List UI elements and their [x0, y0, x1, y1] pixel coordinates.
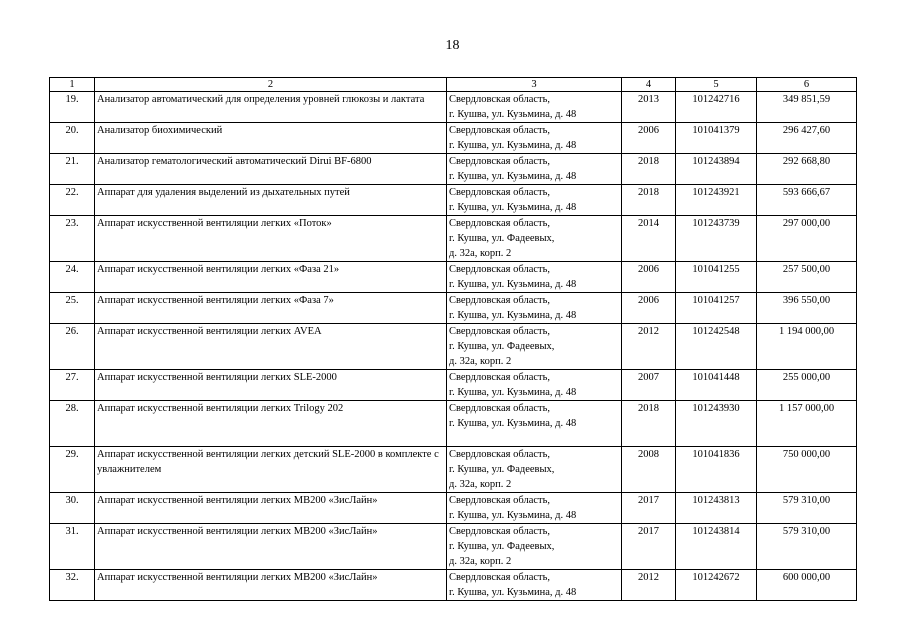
row-number: 31.	[50, 524, 95, 570]
inventory-number: 101243930	[676, 401, 757, 447]
page-number: 18	[445, 38, 460, 53]
inventory-number: 101242548	[676, 324, 757, 370]
location-address: Свердловская область, г. Кушва, ул. Фадеевых, д. 32а, корп. 2	[447, 324, 622, 370]
equipment-name: Анализатор биохимический	[95, 123, 447, 154]
table-row	[50, 493, 857, 524]
year: 2018	[622, 154, 676, 185]
cost-value: 292 668,80	[757, 154, 857, 185]
equipment-name: Аппарат искусственной вентиляции легких AVEA	[95, 324, 447, 370]
equipment-name: Аппарат искусственной вентиляции легких SLE-2000	[95, 370, 447, 401]
year: 2012	[622, 570, 676, 601]
year: 2007	[622, 370, 676, 401]
cost-value: 349 851,59	[757, 92, 857, 123]
inventory-table	[49, 77, 857, 601]
year: 2018	[622, 401, 676, 447]
equipment-name: Анализатор автоматический для определения уровней глюкозы и лактата	[95, 92, 447, 123]
location-address: Свердловская область, г. Кушва, ул. Кузьмина, д. 48	[447, 92, 622, 123]
inventory-number: 101041836	[676, 447, 757, 493]
equipment-name: Аппарат искусственной вентиляции легких MB200 «ЗисЛайн»	[95, 570, 447, 601]
row-number: 22.	[50, 185, 95, 216]
cost-value: 579 310,00	[757, 493, 857, 524]
inventory-number: 101243814	[676, 524, 757, 570]
cost-value: 396 550,00	[757, 293, 857, 324]
year: 2017	[622, 493, 676, 524]
location-address: Свердловская область, г. Кушва, ул. Кузьмина, д. 48	[447, 154, 622, 185]
column-header-1: 1	[50, 78, 95, 92]
cost-value: 257 500,00	[757, 262, 857, 293]
equipment-name: Аппарат искусственной вентиляции легких детский SLE-2000 в комплекте с увлажнителем	[95, 447, 447, 493]
row-number: 20.	[50, 123, 95, 154]
row-number: 32.	[50, 570, 95, 601]
inventory-number: 101041255	[676, 262, 757, 293]
row-number: 23.	[50, 216, 95, 262]
location-address: Свердловская область, г. Кушва, ул. Кузьмина, д. 48	[447, 123, 622, 154]
row-number: 30.	[50, 493, 95, 524]
location-address: Свердловская область, г. Кушва, ул. Фадеевых, д. 32а, корп. 2	[447, 216, 622, 262]
row-number: 28.	[50, 401, 95, 447]
equipment-name: Анализатор гематологический автоматический Dirui BF-6800	[95, 154, 447, 185]
equipment-name: Аппарат для удаления выделений из дыхательных путей	[95, 185, 447, 216]
location-address: Свердловская область, г. Кушва, ул. Кузьмина, д. 48	[447, 262, 622, 293]
inventory-number: 101041448	[676, 370, 757, 401]
location-address: Свердловская область, г. Кушва, ул. Кузьмина, д. 48	[447, 293, 622, 324]
table-row	[50, 370, 857, 401]
equipment-name: Аппарат искусственной вентиляции легких «Фаза 7»	[95, 293, 447, 324]
cost-value: 1 157 000,00	[757, 401, 857, 447]
column-header-4: 4	[622, 78, 676, 92]
row-number: 27.	[50, 370, 95, 401]
year: 2008	[622, 447, 676, 493]
column-number-row	[50, 78, 857, 92]
cost-value: 297 000,00	[757, 216, 857, 262]
table-row	[50, 293, 857, 324]
inventory-number: 101041379	[676, 123, 757, 154]
year: 2014	[622, 216, 676, 262]
equipment-name: Аппарат искусственной вентиляции легких «Поток»	[95, 216, 447, 262]
inventory-number: 101243921	[676, 185, 757, 216]
table-row	[50, 185, 857, 216]
cost-value: 296 427,60	[757, 123, 857, 154]
column-header-2: 2	[95, 78, 447, 92]
inventory-number: 101243739	[676, 216, 757, 262]
table-row	[50, 324, 857, 370]
year: 2012	[622, 324, 676, 370]
year: 2006	[622, 123, 676, 154]
row-number: 26.	[50, 324, 95, 370]
equipment-name: Аппарат искусственной вентиляции легких MB200 «ЗисЛайн»	[95, 493, 447, 524]
row-number: 21.	[50, 154, 95, 185]
year: 2006	[622, 293, 676, 324]
year: 2013	[622, 92, 676, 123]
table-row	[50, 570, 857, 601]
cost-value: 1 194 000,00	[757, 324, 857, 370]
table-row	[50, 401, 857, 447]
row-number: 24.	[50, 262, 95, 293]
row-number: 25.	[50, 293, 95, 324]
inventory-number: 101243894	[676, 154, 757, 185]
cost-value: 600 000,00	[757, 570, 857, 601]
table-row	[50, 447, 857, 493]
cost-value: 593 666,67	[757, 185, 857, 216]
cost-value: 255 000,00	[757, 370, 857, 401]
column-header-6: 6	[757, 78, 857, 92]
inventory-number: 101243813	[676, 493, 757, 524]
location-address: Свердловская область, г. Кушва, ул. Кузьмина, д. 48	[447, 493, 622, 524]
equipment-name: Аппарат искусственной вентиляции легких MB200 «ЗисЛайн»	[95, 524, 447, 570]
table-row	[50, 216, 857, 262]
table-row	[50, 154, 857, 185]
table-row	[50, 123, 857, 154]
table-row	[50, 92, 857, 123]
table-row	[50, 262, 857, 293]
location-address: Свердловская область, г. Кушва, ул. Кузьмина, д. 48	[447, 401, 622, 447]
row-number: 29.	[50, 447, 95, 493]
inventory-number: 101242716	[676, 92, 757, 123]
location-address: Свердловская область, г. Кушва, ул. Фадеевых, д. 32а, корп. 2	[447, 524, 622, 570]
location-address: Свердловская область, г. Кушва, ул. Кузьмина, д. 48	[447, 370, 622, 401]
location-address: Свердловская область, г. Кушва, ул. Кузьмина, д. 48	[447, 570, 622, 601]
year: 2006	[622, 262, 676, 293]
row-number: 19.	[50, 92, 95, 123]
column-header-5: 5	[676, 78, 757, 92]
year: 2017	[622, 524, 676, 570]
equipment-name: Аппарат искусственной вентиляции легких Trilogy 202	[95, 401, 447, 447]
cost-value: 750 000,00	[757, 447, 857, 493]
cost-value: 579 310,00	[757, 524, 857, 570]
inventory-number: 101242672	[676, 570, 757, 601]
equipment-name: Аппарат искусственной вентиляции легких «Фаза 21»	[95, 262, 447, 293]
location-address: Свердловская область, г. Кушва, ул. Фадеевых, д. 32а, корп. 2	[447, 447, 622, 493]
column-header-3: 3	[447, 78, 622, 92]
inventory-number: 101041257	[676, 293, 757, 324]
table-row	[50, 524, 857, 570]
year: 2018	[622, 185, 676, 216]
location-address: Свердловская область, г. Кушва, ул. Кузьмина, д. 48	[447, 185, 622, 216]
